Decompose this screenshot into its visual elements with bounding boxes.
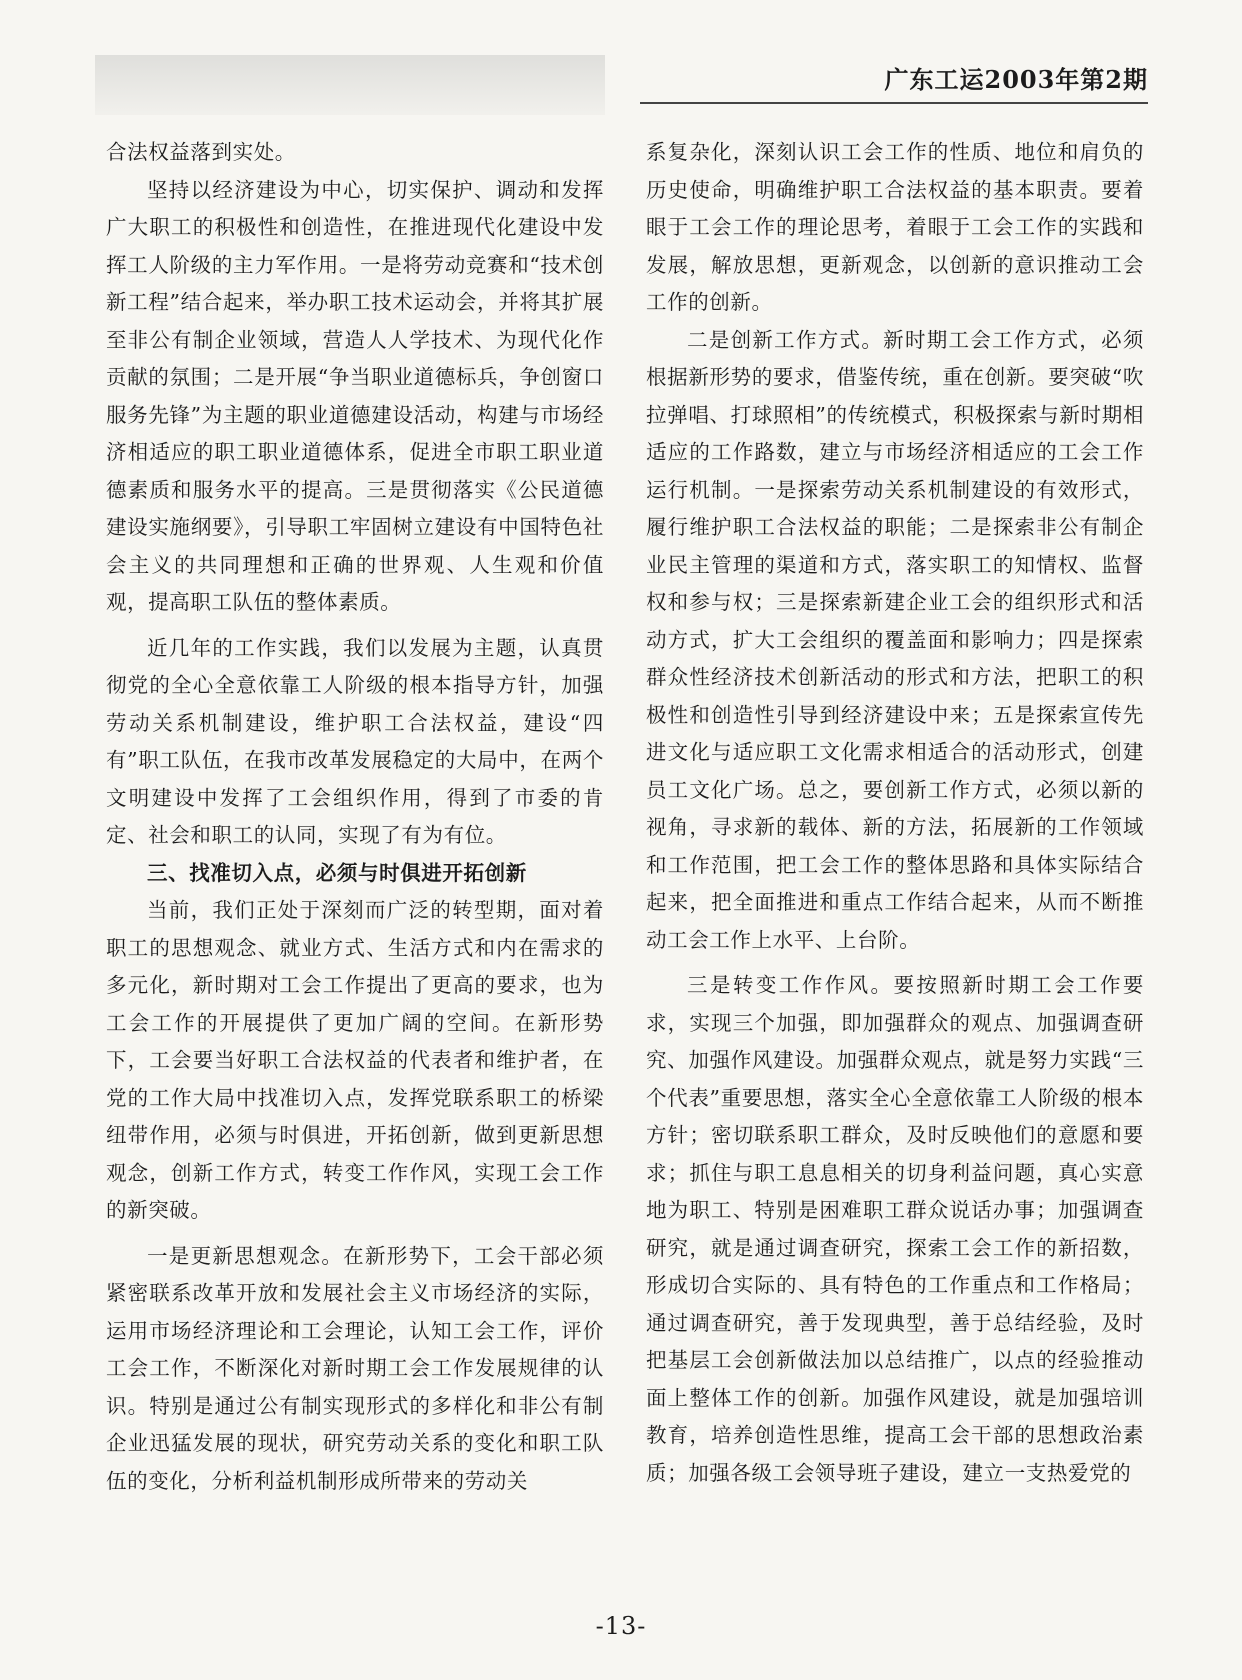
paragraph: 三是转变工作作风。要按照新时期工会工作要求，实现三个加强，即加强群众的观点、加强调查研究、加强作风建设。加强群众观点，就是努力实践“三个代表”重要思想，落实全心全意依靠工人阶级的根本方针；密切联系职工群众，及时反映他们的意愿和要求；抓住与职工息息相关的切身利益问题，真心实意地为职工、特别是困难职工群众说话办事；加强调查研究，就是通过调查研究，探索工会工作的新招数，形成切合实际的、具有特色的工作重点和工作格局；通过调查研究，善于发现典型，善于总结经验，及时把基层工会创新做法加以总结推广，以点的经验推动面上整体工作的创新。加强作风建设，就是加强培训教育，培养创造性思维，提高工会干部的思想政治素质；加强各级工会领导班子建设，建立一支热爱党的: [646, 973, 1144, 1485]
paragraph: 系复杂化，深刻认识工会工作的性质、地位和肩负的历史使命，明确维护职工合法权益的基本职责。要着眼于工会工作的理论思考，着眼于工会工作的实践和发展，解放思想，更新观念，以创新的意识推动工会工作的创新。: [646, 140, 1144, 314]
paragraph: 当前，我们正处于深刻而广泛的转型期，面对着职工的思想观念、就业方式、生活方式和内在需求的多元化，新时期对工会工作提出了更高的要求，也为工会工作的开展提供了更加广阔的空间。在新形势下，工会要当好职工合法权益的代表者和维护者，在党的工作大局中找准切入点，发挥党联系职工的桥梁纽带作用，必须与时俱进，开拓创新，做到更新思想观念，创新工作方式，转变工作作风，实现工会工作的新突破。: [106, 898, 604, 1222]
right-column: [646, 134, 1144, 1564]
left-column: [106, 134, 604, 1564]
paragraph: 一是更新思想观念。在新形势下，工会干部必须紧密联系改革开放和发展社会主义市场经济的实际，运用市场经济理论和工会理论，认知工会工作，评价工会工作，不断深化对新时期工会工作发展规律的认识。特别是通过公有制实现形式的多样化和非公有制企业迅猛发展的现状，研究劳动关系的变化和职工队伍的变化，分析利益机制形成所带来的劳动关: [106, 1243, 604, 1493]
paragraph: 二是创新工作方式。新时期工会工作方式，必须根据新形势的要求，借鉴传统，重在创新。要突破“吹拉弹唱、打球照相”的传统模式，积极探索与新时期相适应的工作路数，建立与市场经济相适应的工会工作运行机制。一是探索劳动关系机制建设的有效形式，履行维护职工合法权益的职能；二是探索非公有制企业民主管理的渠道和方式，落实职工的知情权、监督权和参与权；三是探索新建企业工会的组织形式和活动方式，扩大工会组织的覆盖面和影响力；四是探索群众性经济技术创新活动的形式和方法，把职工的积极性和创造性引导到经济建设中来；五是探索宣传先进文化与适应职工文化需求相适合的活动形式，创建员工文化广场。总之，要创新工作方式，必须以新的视角，寻求新的载体、新的方法，拓展新的工作领域和工作范围，把工会工作的整体思路和具体实际结合起来，把全面推进和重点工作结合起来，从而不断推动工会工作上水平、上台阶。: [646, 327, 1144, 952]
page-header: [640, 58, 1148, 104]
page-number: -13-: [595, 1612, 647, 1640]
paragraph: 坚持以经济建设为中心，切实保护、调动和发挥广大职工的积极性和创造性，在推进现代化建设中发挥工人阶级的主力军作用。一是将劳动竞赛和“技术创新工程”结合起来，举办职工技术运动会，并将其扩展至非公有制企业领域，营造人人学技术、为现代化作贡献的氛围；二是开展“争当职业道德标兵，争创窗口服务先锋”为主题的职业道德建设活动，构建与市场经济相适应的职工职业道德体系，促进全市职工职业道德素质和服务水平的提高。三是贯彻落实《公民道德建设实施纲要》，引导职工牢固树立建设有中国特色社会主义的共同理想和正确的世界观、人生观和价值观，提高职工队伍的整体素质。: [106, 177, 604, 614]
section-heading: 三、找准切入点，必须与时俱进开拓创新: [147, 860, 527, 885]
scan-shadow: [95, 55, 605, 115]
paragraph: 近几年的工作实践，我们以发展为主题，认真贯彻党的全心全意依靠工人阶级的根本指导方针，加强劳动关系机制建设，维护职工合法权益，建设“四有”职工队伍，在我市改革发展稳定的大局中，在两个文明建设中发挥了工会组织作用，得到了市委的肯定、社会和职工的认同，实现了有为有位。: [106, 635, 604, 847]
journal-title: 广东工运2003年第2期: [884, 65, 1148, 94]
paragraph: 合法权益落到实处。: [106, 140, 296, 164]
